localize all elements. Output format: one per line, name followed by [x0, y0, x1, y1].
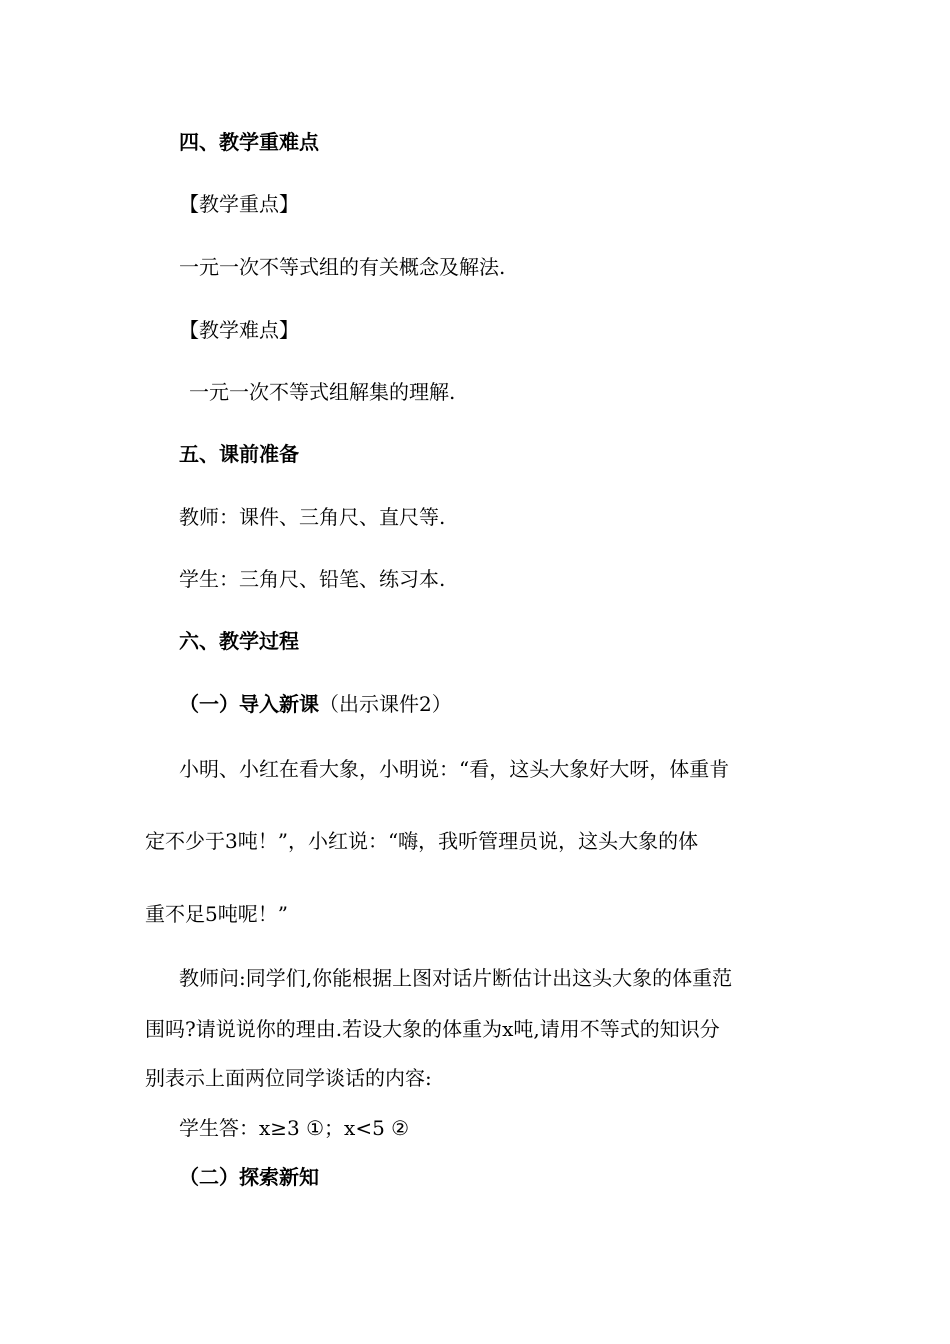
- part-1-title-note: （出示课件2）: [319, 692, 452, 716]
- student-answer: 学生答：x≥3 ①；x<5 ②: [179, 1116, 410, 1140]
- difficult-point-label: 【教学难点】: [179, 318, 299, 342]
- dialogue-line-1: 小明、小红在看大象，小明说：“看，这头大象好大呀，体重肯: [179, 757, 730, 781]
- section-6-heading: 六、教学过程: [179, 629, 299, 653]
- key-point-label: 【教学重点】: [179, 192, 299, 216]
- teacher-question-line-3: 别表示上面两位同学谈话的内容:: [145, 1066, 432, 1090]
- section-5-heading: 五、课前准备: [179, 442, 299, 466]
- dialogue-line-3: 重不足5吨呢！”: [145, 902, 288, 926]
- key-point-text: 一元一次不等式组的有关概念及解法.: [179, 255, 506, 279]
- difficult-point-text: 一元一次不等式组解集的理解.: [189, 380, 456, 404]
- teacher-preparation: 教师：课件、三角尺、直尺等.: [179, 505, 446, 529]
- dialogue-line-2: 定不少于3吨！”，小红说：“嗨，我听管理员说，这头大象的体: [145, 829, 699, 853]
- student-preparation: 学生：三角尺、铅笔、练习本.: [179, 567, 446, 591]
- section-4-heading: 四、教学重难点: [179, 130, 319, 154]
- part-2-title: （二）探索新知: [179, 1165, 319, 1189]
- teacher-question-line-2: 围吗?请说说你的理由.若设大象的体重为x吨,请用不等式的知识分: [145, 1017, 720, 1041]
- part-1-title-bold: （一）导入新课: [179, 692, 319, 716]
- teacher-question-line-1: 教师问:同学们,你能根据上图对话片断估计出这头大象的体重范: [179, 966, 733, 990]
- part-1-title: [179, 690, 452, 718]
